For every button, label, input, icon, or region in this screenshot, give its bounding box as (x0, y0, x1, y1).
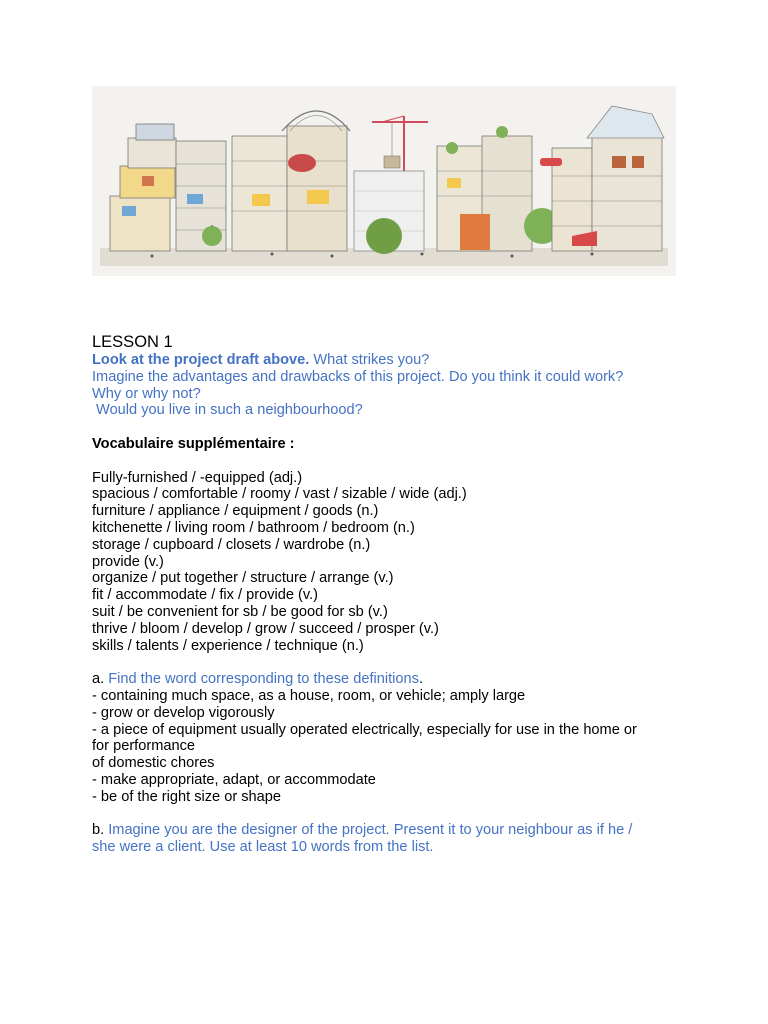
prompt-line-1 (92, 352, 682, 369)
vocab-item: Fully-furnished / -equipped (adj.) (92, 469, 303, 486)
vocab-list (92, 470, 682, 655)
exercise-b-text: Imagine you are the designer of the project. Present it to your neighbour as if he / (108, 822, 633, 839)
vocab-item: kitchenette / living room / bathroom / bedroom (n.) (92, 519, 415, 536)
exercise-a-end: . (418, 671, 424, 688)
prompt-line-4: Would you live in such a neighbourhood? (92, 402, 363, 419)
exercise-b-marker: b. (92, 822, 109, 839)
lesson-title: LESSON 1 (92, 333, 173, 351)
vocab-item: storage / cupboard / closets / wardrobe (n.) (92, 536, 371, 553)
exercise-a-text: Find the word corresponding to these definitions (108, 671, 419, 688)
definition-line: - containing much space, as a house, room, or vehicle; amply large (92, 687, 526, 704)
vocab-item: fit / accommodate / fix / provide (v.) (92, 587, 319, 604)
definition-line: - grow or develop vigorously (92, 704, 275, 721)
prompt-line-3: Why or why not? (92, 385, 201, 402)
prompt-line-2: Imagine the advantages and drawbacks of this project. Do you think it could work? (92, 368, 624, 385)
prompt-bold: Look at the project draft above. (92, 352, 310, 368)
vocab-item: spacious / comfortable / roomy / vast / sizable / wide (adj.) (92, 486, 467, 503)
exercise-a-instruction (92, 671, 682, 688)
vocab-item: suit / be convenient for sb / be good for sb (v.) (92, 603, 388, 620)
centre-building (354, 171, 424, 254)
definition-line: for performance (92, 738, 196, 755)
definition-line: of domestic chores (92, 755, 215, 772)
definition-line: - make appropriate, adapt, or accommodate (92, 771, 376, 788)
vocab-item: provide (v.) (92, 553, 164, 570)
exercise-b-line-2: she were a client. Use at least 10 words from the list. (92, 839, 434, 856)
project-draft-illustration (92, 86, 676, 276)
lesson-content (92, 333, 682, 856)
definition-line: - a piece of equipment usually operated electrically, especially for use in the home or (92, 721, 637, 738)
definitions-list (92, 688, 682, 806)
vocab-item: furniture / appliance / equipment / goods (n.) (92, 503, 379, 520)
exercise-a-marker: a. (92, 671, 109, 688)
vocab-item: skills / talents / experience / technique (n.) (92, 637, 364, 654)
vocab-item: organize / put together / structure / arrange (v.) (92, 570, 394, 587)
prompt-question: What strikes you? (309, 352, 430, 368)
exercise-b-line-1 (92, 822, 682, 839)
vocab-heading: Vocabulaire supplémentaire : (92, 435, 295, 452)
vocab-item: thrive / bloom / develop / grow / succeed / prosper (v.) (92, 620, 439, 637)
definition-line: - be of the right size or shape (92, 788, 282, 805)
